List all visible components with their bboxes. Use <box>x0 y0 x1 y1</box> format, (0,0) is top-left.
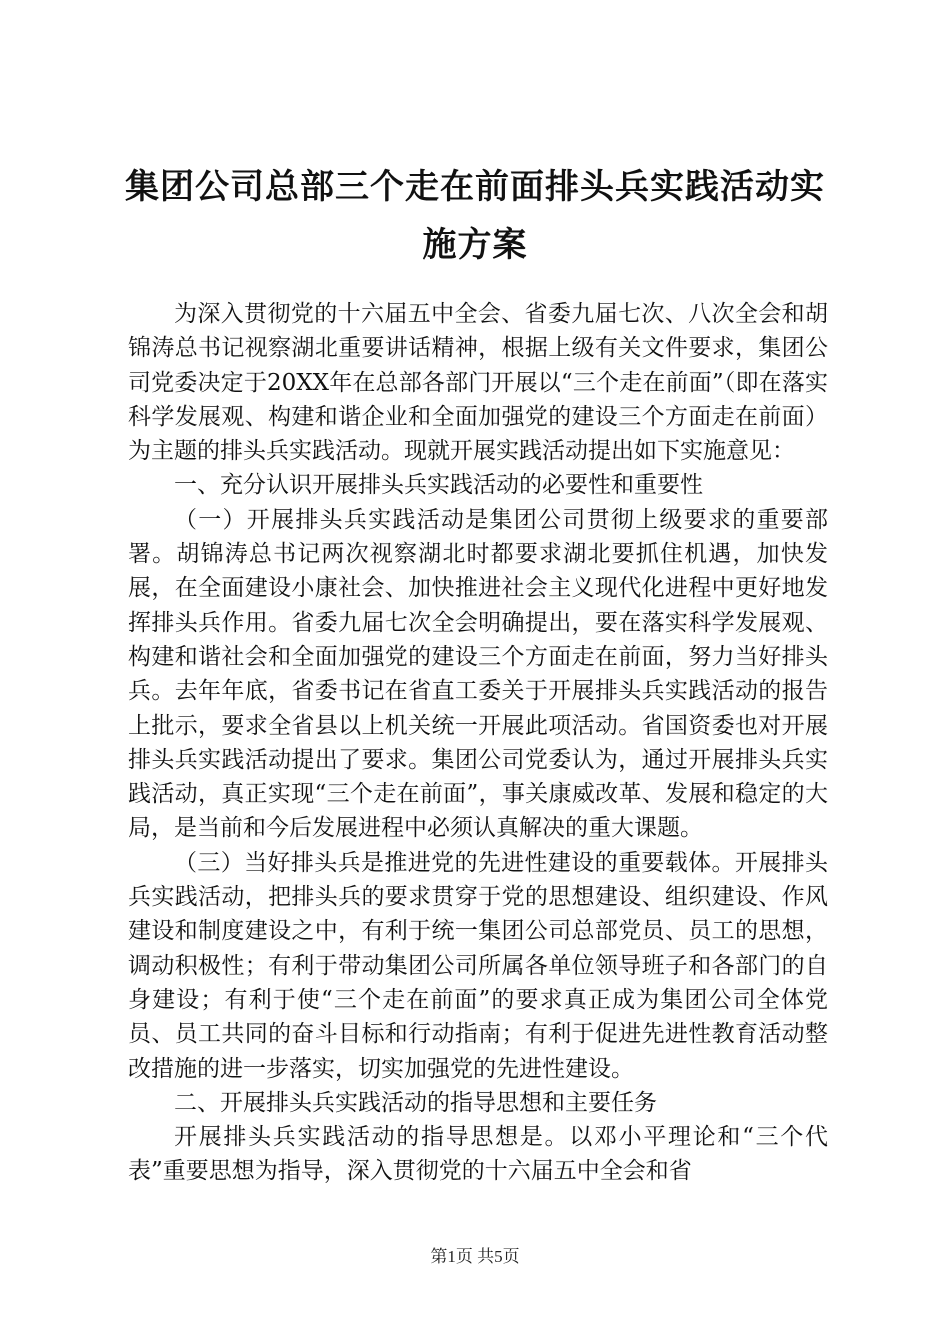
title-line-1: 集团公司总部三个走在前面排头兵实践活动实 <box>125 167 825 207</box>
intro-paragraph: 为深入贯彻党的十六届五中全会、省委九届七次、八次全会和胡锦涛总书记视察湖北重要讲话精神，根据上级有关文件要求，集团公司党委决定于20XX年在总部各部门开展以“三个走在前面”（即在落实科学发展观、构建和谐企业和全面加强党的建设三个方面走在前面）为主题的排头兵实践活动。现就开展实践活动提出如下实施意见： <box>128 301 828 465</box>
title-line-2: 施方案 <box>422 225 528 265</box>
page-number-footer: 第1页 共5页 <box>430 1247 520 1266</box>
section-heading-1: 一、充分认识开展排头兵实践活动的必要性和重要性 <box>174 472 703 499</box>
body-paragraph-3: （三）当好排头兵是推进党的先进性建设的重要载体。开展排头兵实践活动，把排头兵的要求贯穿于党的思想建设、组织建设、作风建设和制度建设之中，有利于统一集团公司总部党员、员工的思想，调动积极性；有利于带动集团公司所属各单位领导班子和各部门的自身建设；有利于使“三个走在前面”的要求真正成为集团公司全体党员、员工共同的奋斗目标和行动指南；有利于促进先进性教育活动整改措施的进一步落实，切实加强党的先进性建设。 <box>128 849 828 1082</box>
body-paragraph-guiding: 开展排头兵实践活动的指导思想是。以邓小平理论和“三个代表”重要思想为指导，深入贯彻党的十六届五中全会和省 <box>128 1124 828 1185</box>
section-heading-2: 二、开展排头兵实践活动的指导思想和主要任务 <box>174 1089 657 1116</box>
body-paragraph-1: （一）开展排头兵实践活动是集团公司贯彻上级要求的重要部署。胡锦涛总书记两次视察湖北时都要求湖北要抓住机遇，加快发展，在全面建设小康社会、加快推进社会主义现代化进程中更好地发挥排头兵作用。省委九届七次全会明确提出，要在落实科学发展观、构建和谐社会和全面加强党的建设三个方面走在前面，努力当好排头兵。去年年底，省委书记在省直工委关于开展排头兵实践活动的报告上批示，要求全省县以上机关统一开展此项活动。省国资委也对开展排头兵实践活动提出了要求。集团公司党委认为，通过开展排头兵实践活动，真正实现“三个走在前面”，事关康威改革、发展和稳定的大局，是当前和今后发展进程中必须认真解决的重大课题。 <box>128 506 828 842</box>
document-title <box>60 158 890 274</box>
document-body <box>128 297 828 1189</box>
